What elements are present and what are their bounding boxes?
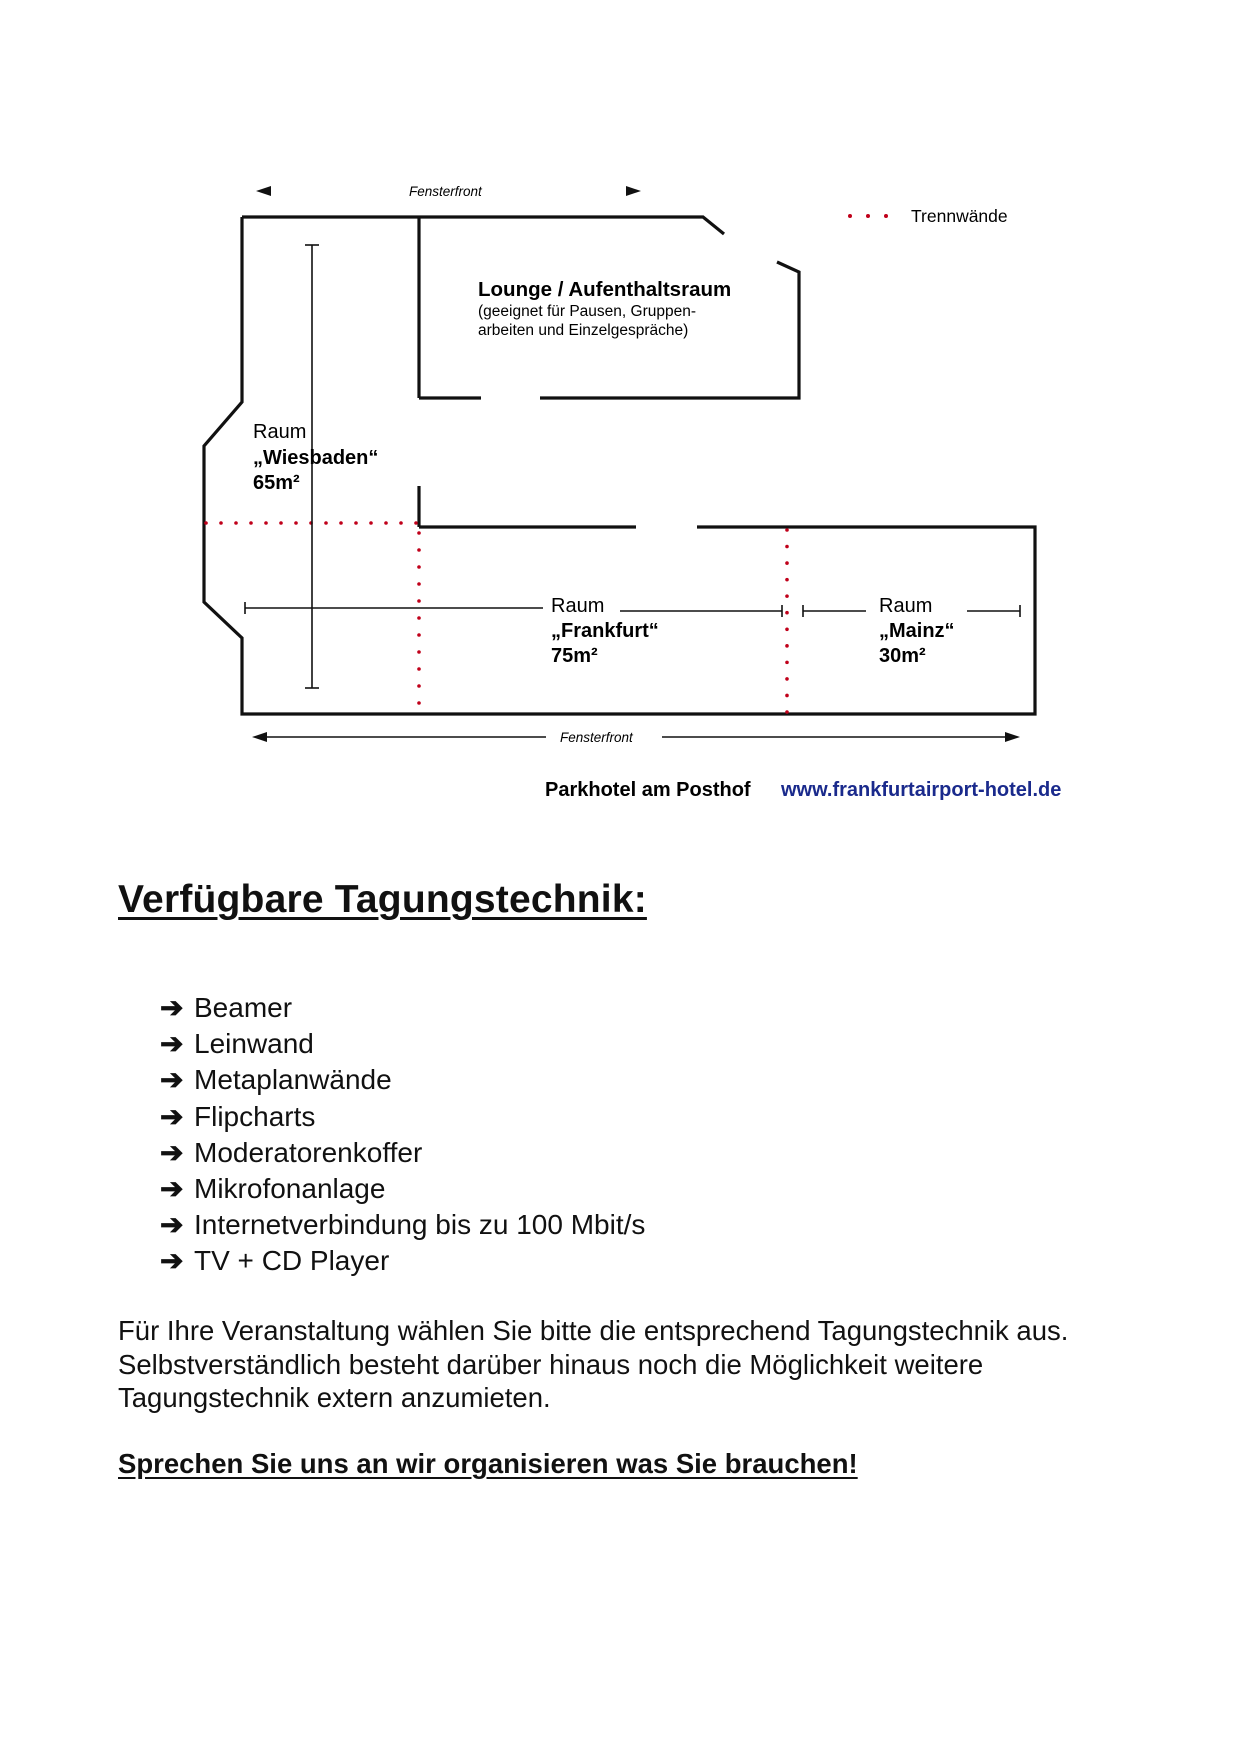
equipment-label: TV + CD Player — [194, 1245, 390, 1277]
body-paragraph: Für Ihre Veranstaltung wählen Sie bitte die entsprechend Tagungstechnik aus. Selbstverständlich besteht darüber hinaus noch die Möglichkeit weitere Tagungstechnik extern anzumieten. — [118, 1315, 1069, 1413]
arrow-right-icon: ➔ — [160, 1028, 184, 1060]
equipment-item — [160, 1099, 645, 1135]
partition-dot — [417, 531, 421, 535]
hotel-name: Parkhotel am Posthof — [545, 779, 751, 801]
partition-dot — [785, 545, 789, 549]
partition-dot — [417, 582, 421, 586]
partition-dot — [417, 616, 421, 620]
room-mainz-label — [879, 595, 955, 667]
window-front-bottom — [252, 730, 1020, 745]
arrow-right-icon: ➔ — [160, 992, 184, 1023]
floor-plan — [0, 0, 1240, 820]
room-wiesbaden-line-2: „Wiesbaden“ — [253, 447, 379, 469]
lounge-label — [478, 278, 731, 339]
partition-dot — [417, 667, 421, 671]
arrow-right-icon — [626, 186, 641, 196]
arrow-right-icon — [1005, 732, 1020, 742]
partition-dot — [785, 594, 789, 598]
partition-dot — [785, 677, 789, 681]
partition-dot — [294, 521, 298, 525]
partition-dot — [417, 701, 421, 705]
room-mainz-line-3: 30m² — [879, 645, 926, 667]
equipment-label: Leinwand — [194, 1028, 314, 1060]
room-wiesbaden-line-3: 65m² — [253, 472, 300, 494]
legend-dot — [848, 214, 852, 218]
equipment-list — [160, 990, 645, 1280]
arrow-right-icon: ➔ — [160, 1245, 184, 1277]
equipment-label: Flipcharts — [194, 1100, 316, 1132]
partition-dot — [204, 521, 208, 525]
equipment-label: Internetverbindung bis zu 100 Mbit/s — [194, 1209, 646, 1241]
equipment-item — [160, 1135, 645, 1171]
partition-dot — [414, 521, 418, 525]
window-front-bottom-label: Fensterfront — [560, 730, 633, 745]
partition-dot — [219, 521, 223, 525]
equipment-label: Beamer — [194, 992, 293, 1023]
arrow-right-icon: ➔ — [160, 1064, 184, 1096]
partition-dot — [785, 661, 789, 665]
partition-dot — [417, 650, 421, 654]
equipment-item — [160, 990, 645, 1026]
window-front-top — [256, 184, 641, 199]
room-wiesbaden-line-1: Raum — [253, 421, 307, 443]
equipment-item — [160, 1243, 645, 1279]
equipment-item — [160, 1171, 645, 1207]
equipment-label: Mikrofonanlage — [194, 1173, 386, 1205]
equipment-label: Metaplanwände — [194, 1064, 392, 1096]
outer-wall-top — [242, 217, 724, 234]
partition-dot — [354, 521, 358, 525]
arrow-right-icon: ➔ — [160, 1136, 184, 1168]
partition-dot — [417, 684, 421, 688]
arrow-right-icon: ➔ — [160, 1100, 184, 1132]
partition-dot — [785, 710, 789, 714]
partition-dot — [399, 521, 403, 525]
partition-dot — [785, 561, 789, 565]
partition-dot — [369, 521, 373, 525]
room-frankfurt-label — [551, 595, 659, 667]
partition-dot — [384, 521, 388, 525]
room-mainz-line-2: „Mainz“ — [879, 620, 955, 642]
room-mainz-line-1: Raum — [879, 595, 933, 617]
equipment-item — [160, 1207, 645, 1243]
partition-dot — [785, 694, 789, 698]
partition-walls — [204, 521, 789, 714]
partition-dot — [264, 521, 268, 525]
arrow-left-icon — [252, 732, 267, 742]
partition-dot — [785, 611, 789, 615]
partition-dot — [785, 644, 789, 648]
partition-dot — [785, 578, 789, 582]
partition-dot — [249, 521, 253, 525]
partition-dot — [279, 521, 283, 525]
partition-dot — [417, 633, 421, 637]
equipment-item — [160, 1026, 645, 1062]
lounge-title: Lounge / Aufenthaltsraum — [478, 278, 732, 301]
equipment-item — [160, 1062, 645, 1098]
arrow-right-icon: ➔ — [160, 1209, 184, 1241]
partition-dot — [785, 528, 789, 532]
partition-dot — [785, 627, 789, 631]
arrow-right-icon: ➔ — [160, 1173, 184, 1205]
legend-label: Trennwände — [911, 206, 1008, 226]
call-to-action: Sprechen Sie uns an wir organisieren was Sie brauchen! — [118, 1448, 858, 1479]
lounge-description-1: (geeignet für Pausen, Gruppen- — [478, 303, 696, 320]
window-front-top-label: Fensterfront — [409, 184, 482, 199]
partition-dot — [417, 599, 421, 603]
partition-dot — [417, 548, 421, 552]
legend-dot — [866, 214, 870, 218]
partition-dot — [234, 521, 238, 525]
partition-dot — [339, 521, 343, 525]
room-frankfurt-line-2: „Frankfurt“ — [551, 620, 659, 642]
room-frankfurt-line-1: Raum — [551, 595, 605, 617]
lounge-description-2: arbeiten und Einzelgespräche) — [478, 322, 689, 339]
arrow-left-icon — [256, 186, 271, 196]
page-heading: Verfügbare Tagungstechnik: — [118, 878, 647, 921]
partition-dot — [324, 521, 328, 525]
room-wiesbaden-label — [253, 421, 378, 494]
room-frankfurt-line-3: 75m² — [551, 645, 598, 667]
legend-dot — [884, 214, 888, 218]
equipment-label: Moderatorenkoffer — [194, 1136, 423, 1168]
hotel-url: www.frankfurtairport-hotel.de — [781, 779, 1062, 801]
legend — [848, 206, 1008, 226]
hotel-credit — [545, 779, 1061, 801]
partition-dot — [417, 565, 421, 569]
